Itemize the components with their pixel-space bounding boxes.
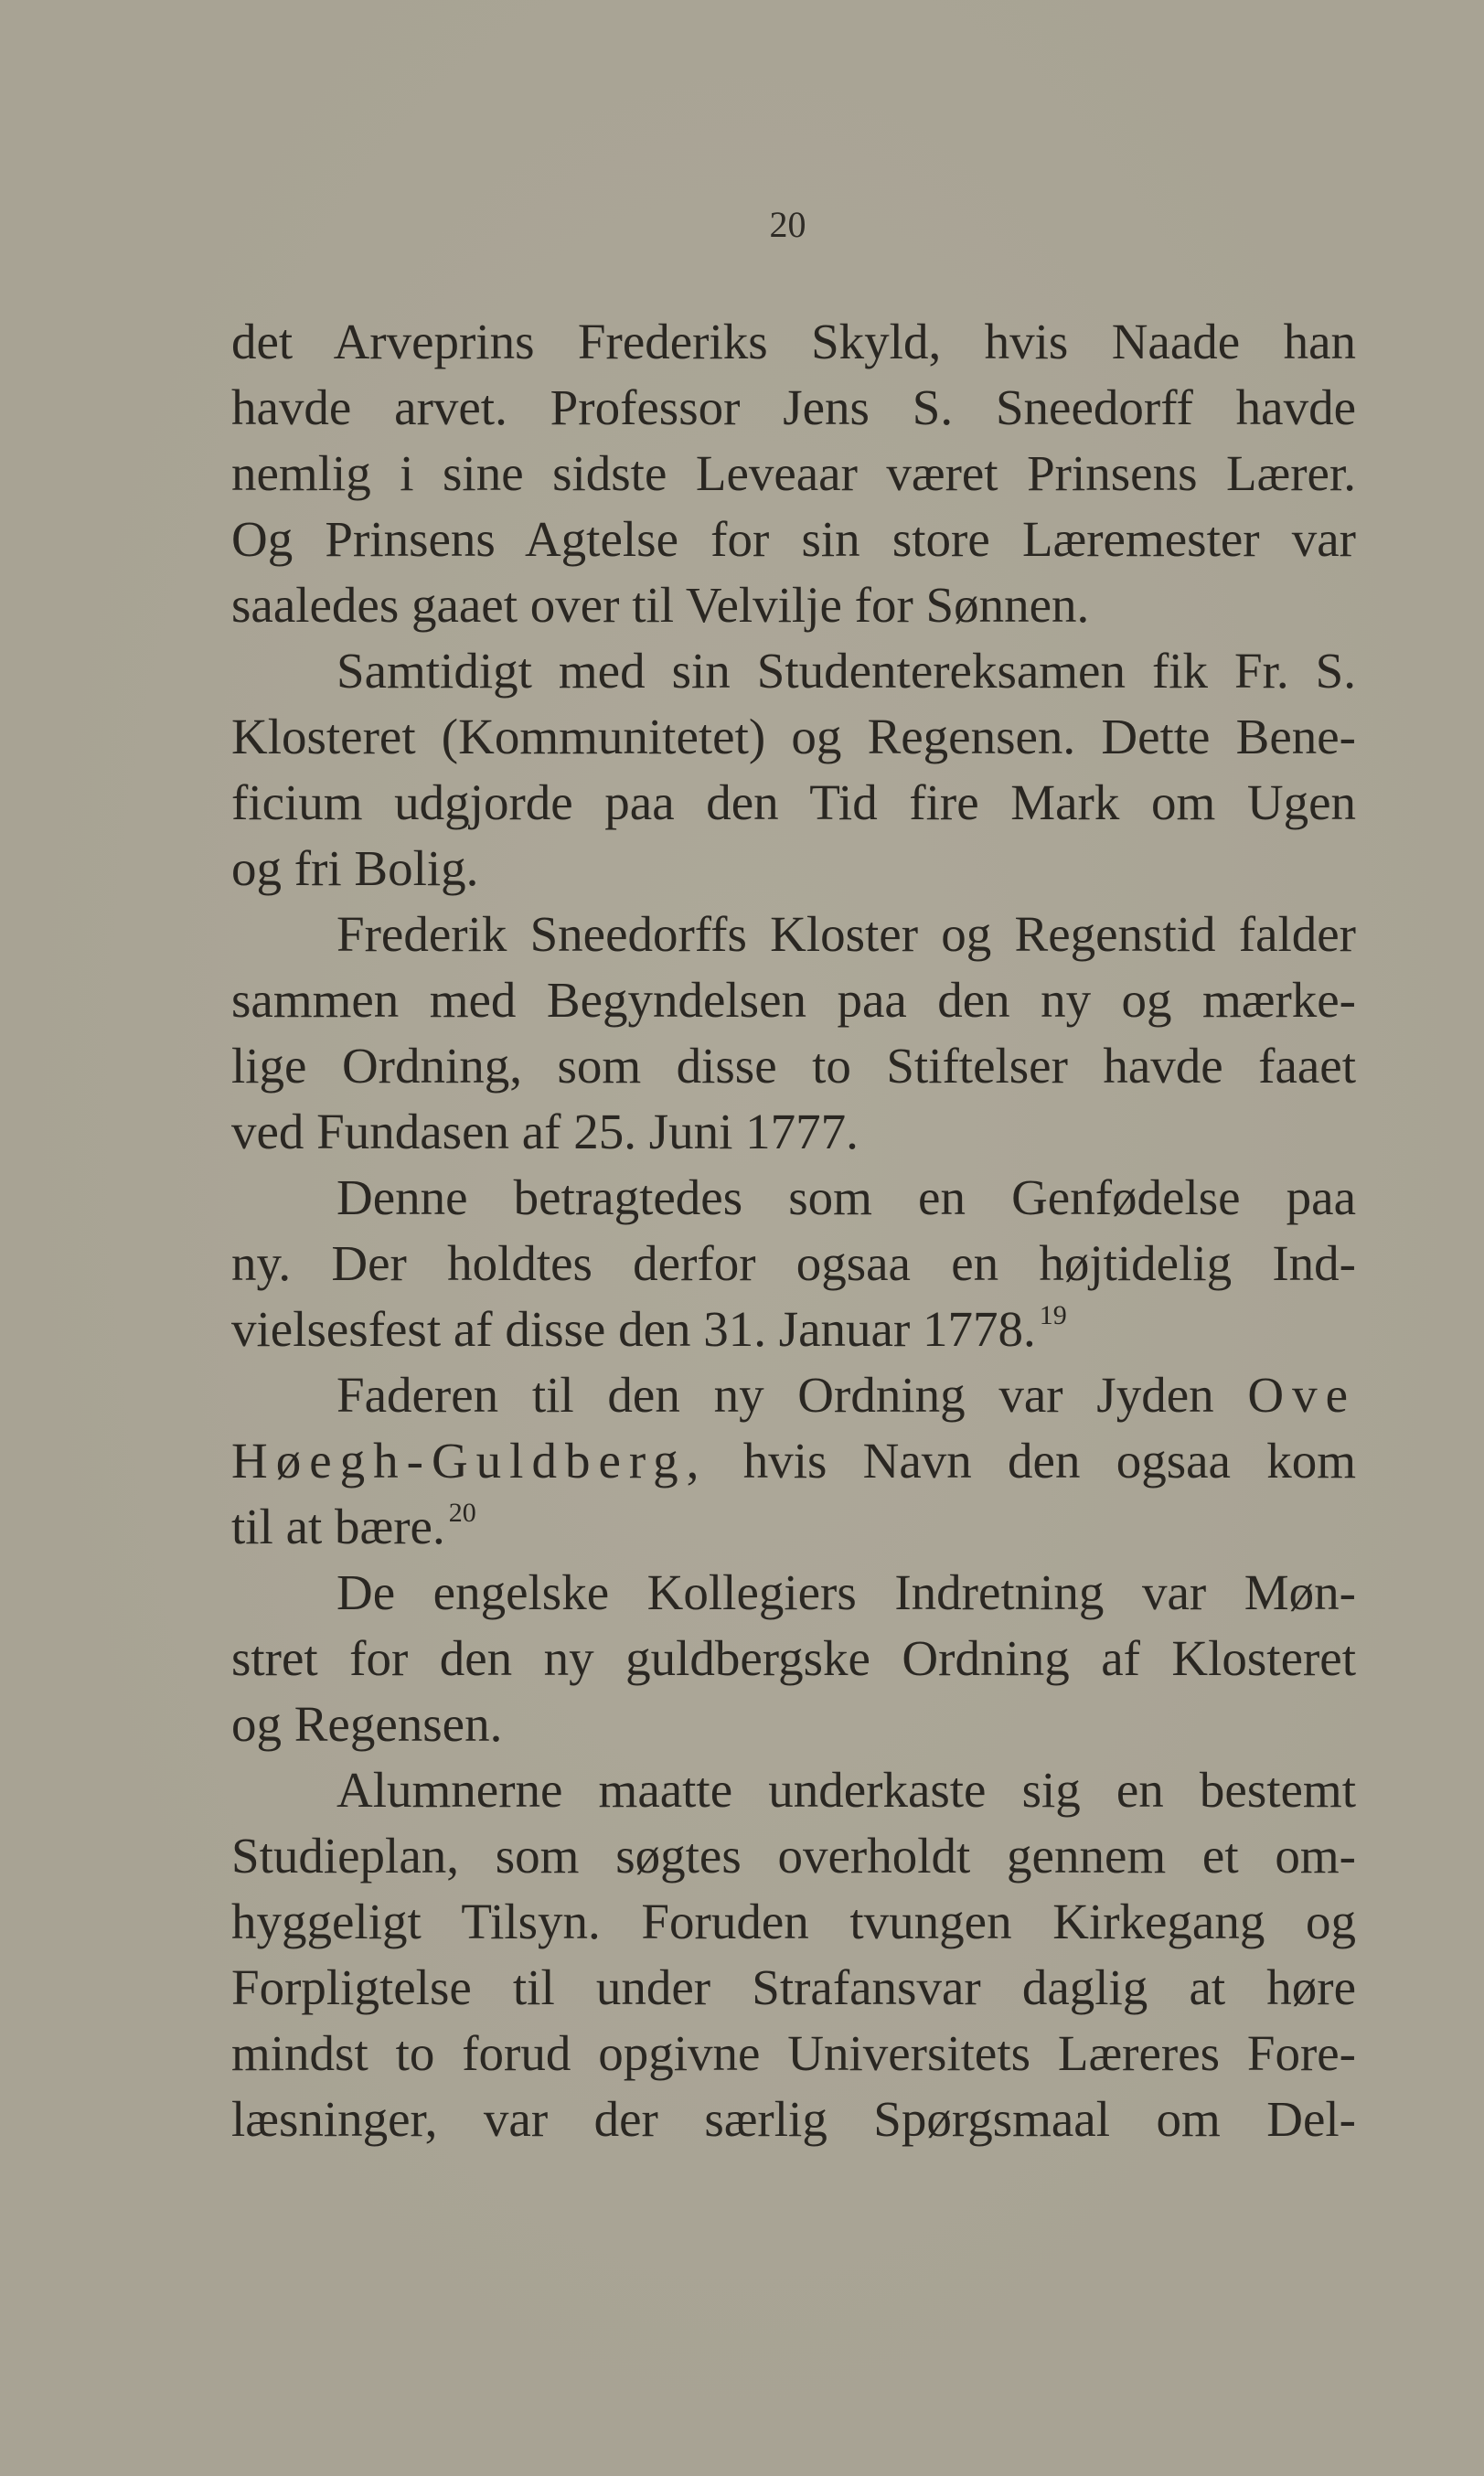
text-line: Og Prinsens Agtelse for sin store Læremester var <box>231 511 1356 567</box>
text-line: Studieplan, som søgtes overholdt gennem et om- <box>231 1828 1356 1884</box>
text-line: hyggeligt Tilsyn. Foruden tvungen Kirkegang og <box>231 1894 1356 1949</box>
text-line: ficium udgjorde paa den Tid fire Mark om Ugen <box>231 774 1356 830</box>
text-line: Høegh-Guldberg, hvis Navn den ogsaa kom <box>231 1433 1356 1489</box>
text-line: og fri Bolig. <box>231 840 479 896</box>
text-line: stret for den ny guldbergske Ordning af Klosteret <box>231 1630 1356 1686</box>
text-line: havde arvet. Professor Jens S. Sneedorff havde <box>231 379 1356 435</box>
text-line: nemlig i sine sidste Leveaar været Prinsens Lærer. <box>231 445 1356 501</box>
text-line: Frederik Sneedorffs Kloster og Regenstid falder <box>336 906 1356 962</box>
text-line: Forpligtelse til under Strafansvar daglig at høre <box>231 1959 1356 2015</box>
text-line: til at bære. $^{20}$ <box>231 1498 476 1554</box>
text-line: ved Fundasen af 25. Juni 1777. <box>231 1104 859 1159</box>
body-text <box>231 309 1356 2152</box>
footnote-ref: 19 <box>1039 1300 1067 1330</box>
text-line: mindst to forud opgivne Universitets Læreres Fore- <box>231 2025 1356 2081</box>
text-line: og Regensen. <box>231 1696 503 1752</box>
footnote-ref: 20 <box>448 1498 476 1528</box>
text-line: Faderen til den ny Ordning var Jyden Ove <box>336 1367 1356 1423</box>
text-line: læsninger, var der særlig Spørgsmaal om Del- <box>231 2091 1356 2147</box>
spaced-name: Ove <box>1247 1367 1356 1423</box>
text-line: vielsesfest af disse den 31. Januar 1778. $^{19}$ <box>231 1300 1067 1357</box>
spaced-name: Høegh-Guldberg, <box>231 1433 708 1489</box>
text-line: sammen med Begyndelsen paa den ny og mærke- <box>231 972 1356 1028</box>
text-line: Klosteret (Kommunitetet) og Regensen. Dette Bene- <box>231 709 1356 764</box>
text-line: De engelske Kollegiers Indretning var Møn- <box>336 1564 1356 1620</box>
text-line: saaledes gaaet over til Velvilje for Sønnen. <box>231 577 1090 633</box>
text-line: lige Ordning, som disse to Stiftelser havde faaet <box>231 1038 1356 1094</box>
text-line: Samtidigt med sin Studentereksamen fik Fr. S. <box>336 643 1356 699</box>
text-line: Alumnerne maatte underkaste sig en bestemt <box>336 1762 1356 1818</box>
text-line: ny. Der holdtes derfor ogsaa en højtidelig Ind- <box>231 1235 1356 1291</box>
text-line: Denne betragtedes som en Genfødelse paa <box>336 1169 1356 1225</box>
text-line: det Arveprins Frederiks Skyld, hvis Naade han <box>231 314 1356 369</box>
page-number: 20 <box>769 204 806 245</box>
